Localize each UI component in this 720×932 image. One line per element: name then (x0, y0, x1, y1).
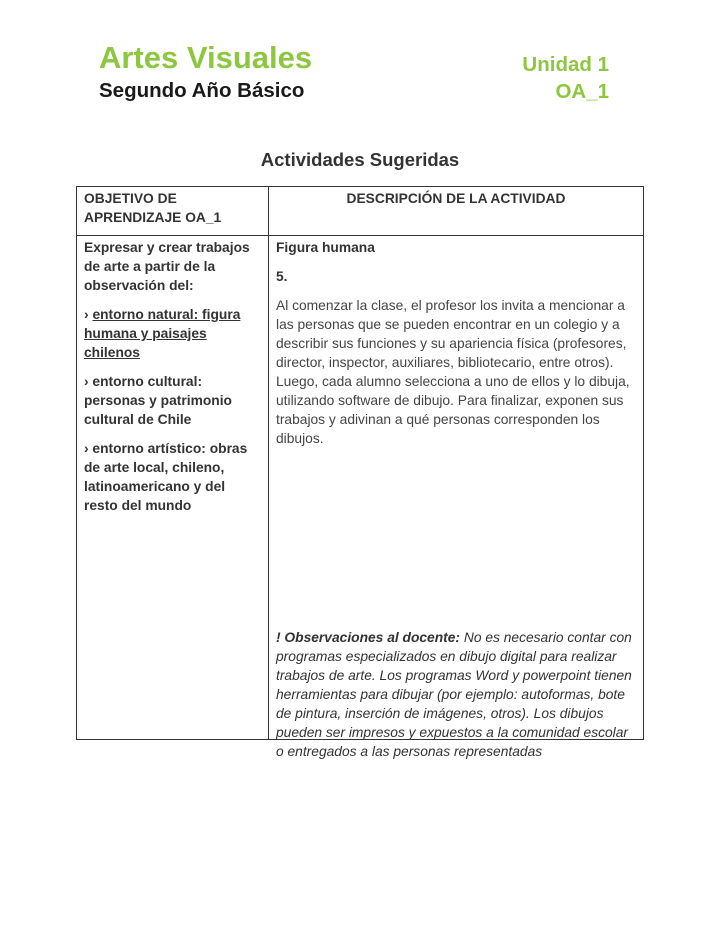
activity-description: Al comenzar la clase, el profesor los invita a mencionar a las personas que se pueden encontrar en un colegio y a describir sus funciones y su apariencia física (profesores, director, inspector, auxiliares, bibliotecario, entre otros). Luego, cada alumno selecciona a uno de ellos y lo dibuja, utilizando software de dibujo. Para finalizar, exponen sus trabajos y adivinan a qué personas corresponden los dibujos. (276, 298, 630, 446)
table-header-row (77, 187, 644, 236)
section-title: Actividades Sugeridas (260, 149, 460, 170)
teacher-note (276, 628, 636, 761)
objective-item-natural-text: entorno natural: figura humana y paisajes chilenos (84, 307, 241, 360)
activity-name: Figura humana (276, 240, 375, 255)
activity-number: 5. (276, 269, 288, 284)
description-column-header: DESCRIPCIÓN DE LA ACTIVIDAD (269, 187, 644, 236)
objective-column-header: OBJETIVO DE APRENDIZAJE OA_1 (77, 187, 269, 236)
objective-item-bullet: › (84, 307, 93, 322)
objectives-cell (77, 236, 269, 740)
objective-item-natural (84, 305, 261, 362)
table-row (77, 236, 644, 740)
teacher-note-label: ! Observaciones al docente: (276, 630, 461, 645)
teacher-note-text: No es necesario contar con programas especializados en dibujo digital para realizar trabajos de arte. Los programas Word y powerpoint tienen herramientas para dibujar (por ejemplo: autoformas, bote de pintura, inserción de imágenes, otros). Los dibujos pueden ser impresos y expuestos a la comunidad escolar o entregados a las personas representadas (276, 630, 632, 759)
activity-table (76, 186, 644, 759)
objective-item-artistic: › entorno artístico: obras de arte local, chileno, latinoamericano y del resto del mundo (84, 441, 248, 513)
objective-item-cultural: › entorno cultural: personas y patrimonio cultural de Chile (84, 374, 232, 427)
unit-label: Unidad 1 (522, 53, 609, 76)
subject-title: Artes Visuales (99, 40, 313, 75)
oa-code-label: OA_1 (555, 80, 609, 103)
grade-title: Segundo Año Básico (99, 79, 305, 102)
objective-intro: Expresar y crear trabajos de arte a partir de la observación del: (84, 240, 250, 293)
description-cell (269, 236, 644, 759)
